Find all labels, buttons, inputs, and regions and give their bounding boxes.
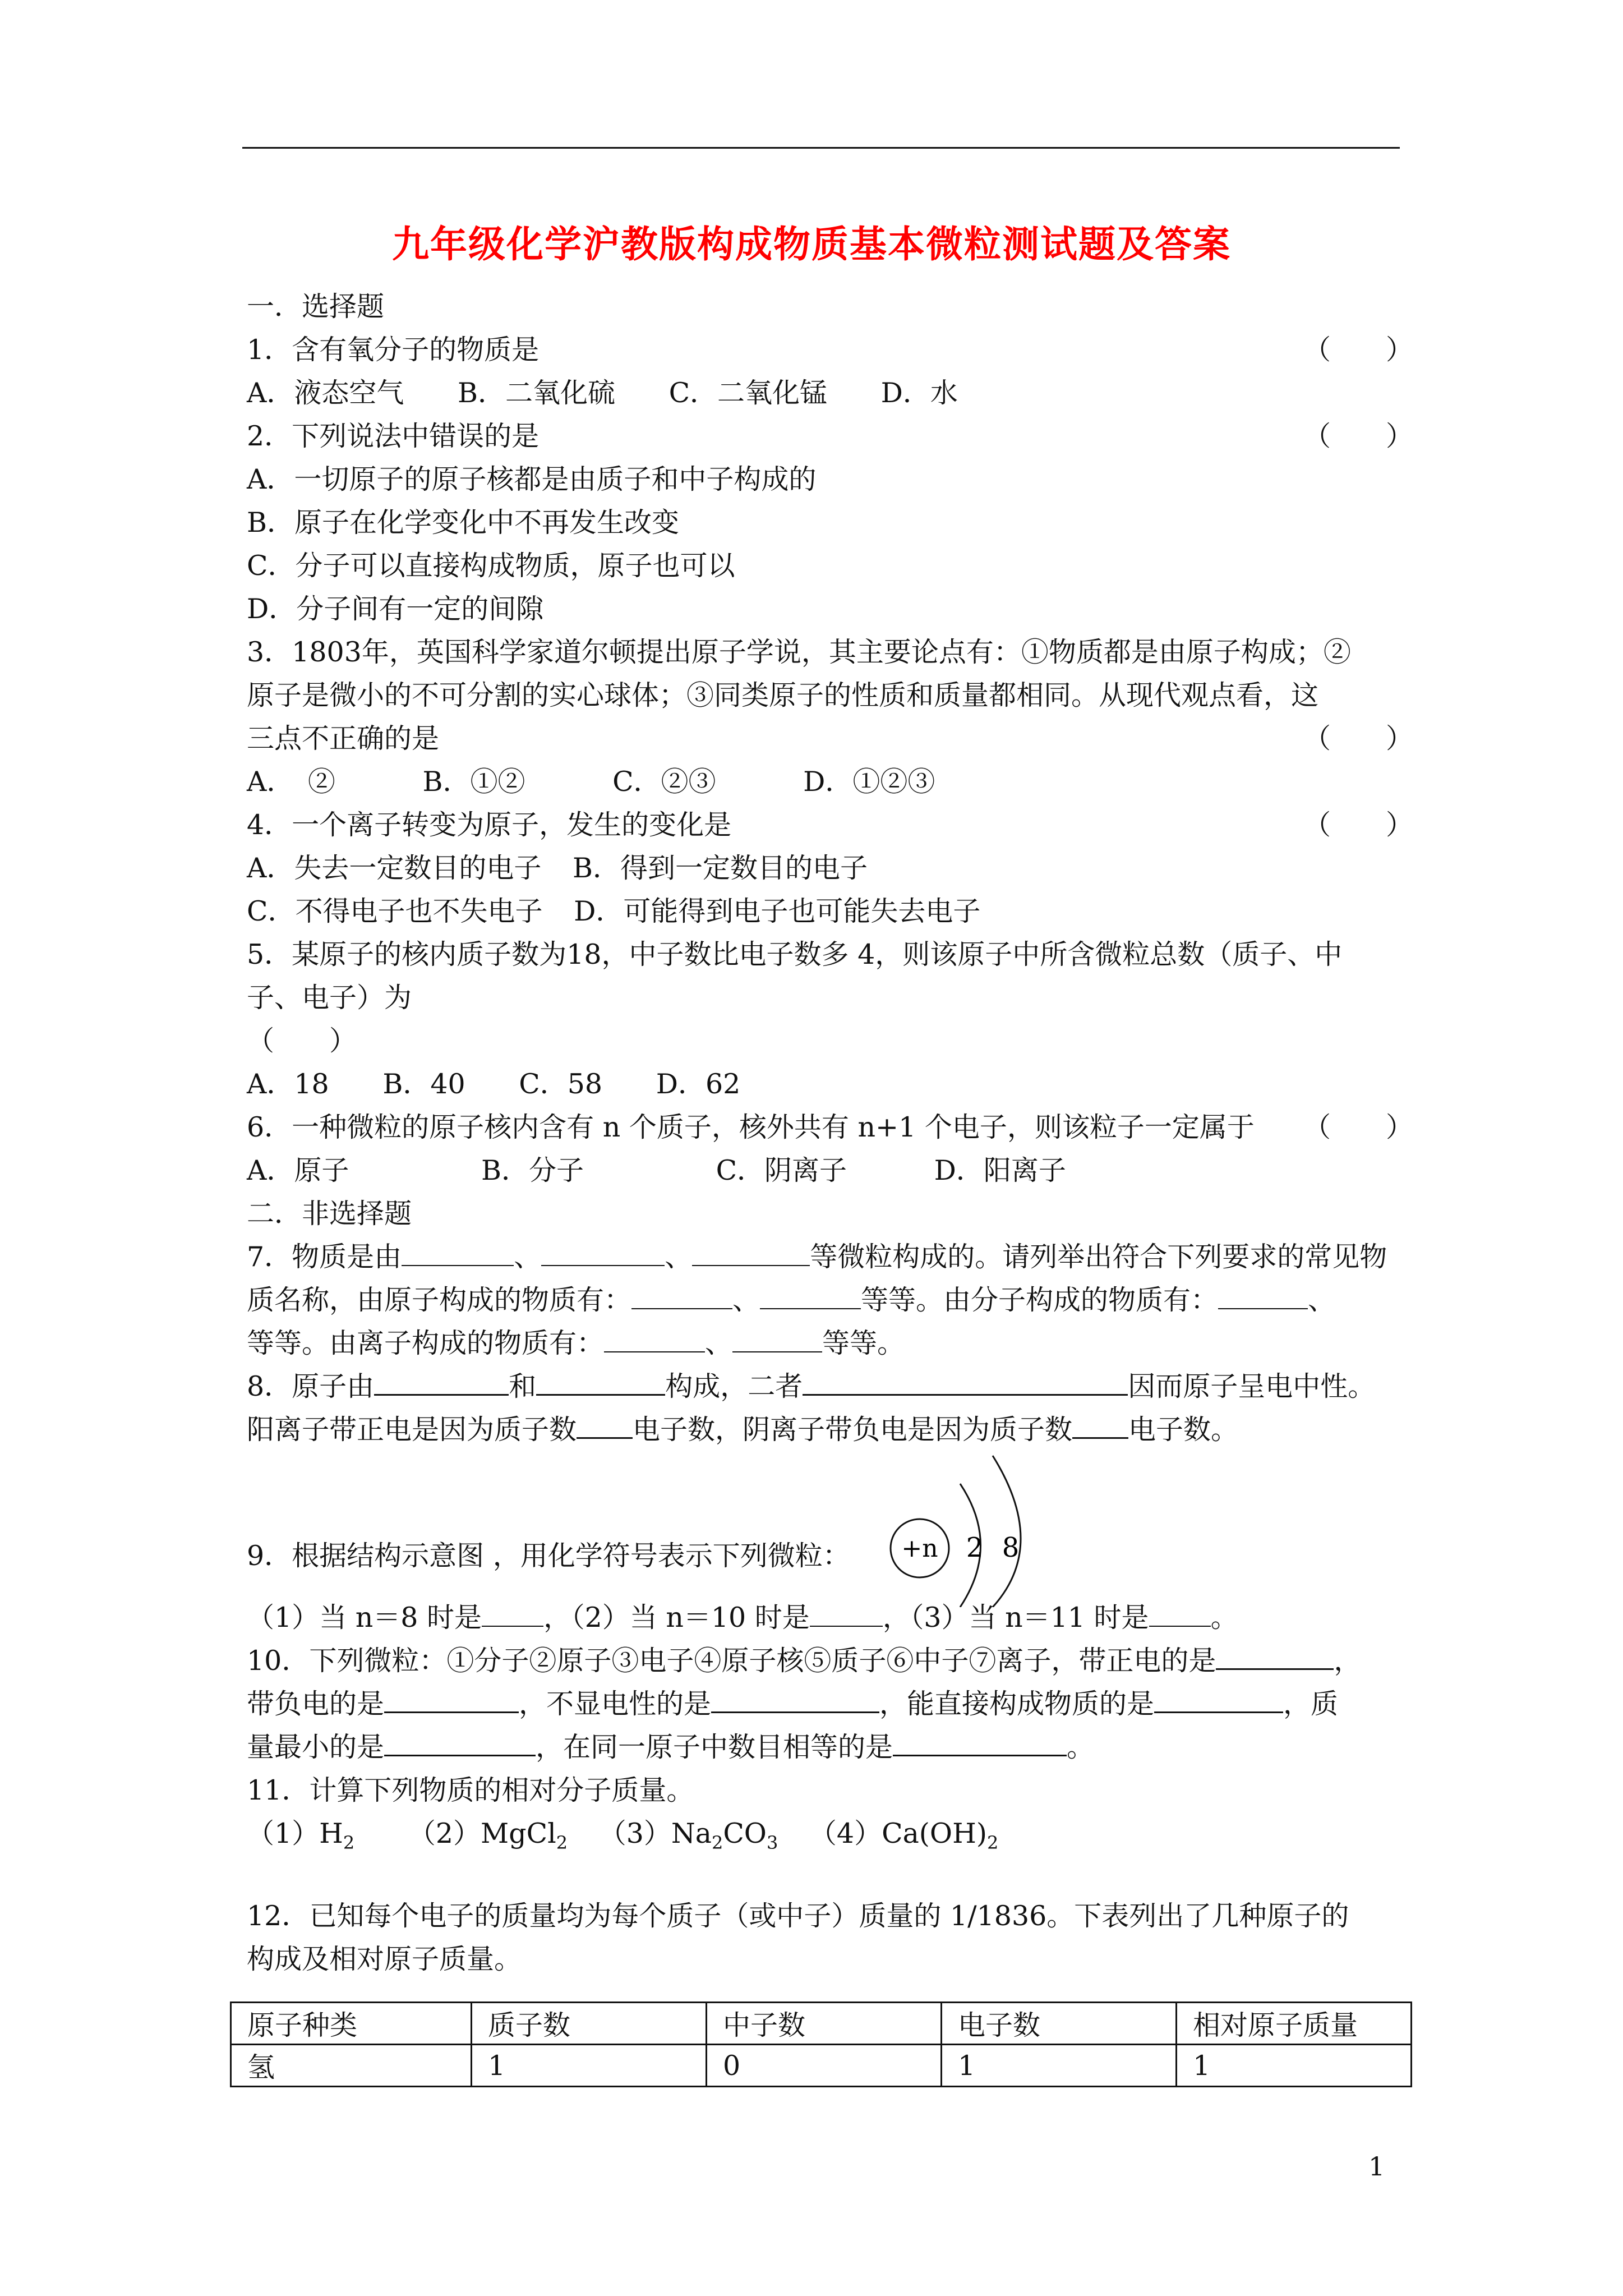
- document-body: [247, 285, 1413, 1981]
- question-stem: 4．一个离子转变为原子，发生的变化是: [247, 809, 732, 841]
- text: 8．原子由: [247, 1370, 375, 1402]
- question-7-line-1: [247, 1235, 1413, 1278]
- table-header-cell: 质子数: [472, 2003, 707, 2045]
- document-title: 九年级化学沪教版构成物质基本微粒测试题及答案: [392, 222, 1231, 266]
- section-heading-choice: 一．选择题: [247, 291, 385, 323]
- text: 量最小的是: [247, 1731, 385, 1763]
- answer-paren: （ ）: [1303, 723, 1413, 754]
- answer-paren: （ ）: [1303, 420, 1413, 452]
- question-4-options-cd: [247, 890, 1413, 933]
- question-10-line-1: [247, 1639, 1413, 1682]
- option-a: A．18: [247, 1068, 329, 1100]
- text: 带负电的是: [247, 1688, 385, 1720]
- answer-blank[interactable]: [1218, 1280, 1308, 1309]
- question-1: [247, 328, 1413, 371]
- answer-blank[interactable]: [482, 1598, 543, 1627]
- text: 、: [514, 1241, 542, 1273]
- answer-blank[interactable]: [1149, 1598, 1211, 1627]
- question-3-options: [247, 760, 1413, 803]
- subscript: 2: [343, 1832, 355, 1853]
- question-stem: 2．下列说法中错误的是: [247, 420, 540, 452]
- answer-blank[interactable]: [732, 1323, 822, 1352]
- option-c: C．分子可以直接构成物质，原子也可以: [247, 550, 735, 582]
- text: CO: [723, 1818, 767, 1849]
- question-stem: 9．根据结构示意图 ，用化学符号表示下列微粒：: [247, 1540, 850, 1572]
- text: ，质: [1283, 1688, 1339, 1720]
- question-3-line-3: [247, 717, 1413, 760]
- text: （4）Ca(OH): [809, 1818, 987, 1849]
- item-1: [247, 1818, 355, 1853]
- text: ，（3）当 n＝11 时是: [882, 1602, 1149, 1634]
- text: （1）H: [247, 1818, 343, 1849]
- option-b: B．分子: [481, 1154, 584, 1186]
- option-c: C．阴离子: [716, 1154, 847, 1186]
- option-a: A．一切原子的原子核都是由质子和中子构成的: [247, 463, 817, 495]
- question-8-line-2: [247, 1408, 1413, 1451]
- question-5-line-2: 子、电子）为: [247, 982, 412, 1014]
- item-2: [408, 1818, 568, 1853]
- question-7-line-3: [247, 1322, 1413, 1365]
- table-cell: 1: [1177, 2045, 1412, 2087]
- question-4-options-ab: [247, 846, 1413, 890]
- text: （1）当 n＝8 时是: [247, 1602, 482, 1634]
- answer-blank[interactable]: [374, 1366, 509, 1396]
- option-d: D．分子间有一定的间隙: [247, 593, 544, 625]
- answer-blank[interactable]: [384, 1727, 536, 1756]
- text: ，不显电性的是: [519, 1688, 712, 1720]
- answer-blank[interactable]: [384, 1683, 519, 1713]
- subscript: 2: [711, 1832, 723, 1853]
- text: 电子数。: [1128, 1414, 1239, 1446]
- electron-shell-2: [993, 1456, 1021, 1607]
- question-10-line-3: [247, 1726, 1413, 1769]
- question-3-line-1: 3．1803年，英国科学家道尔顿提出原子学说，其主要论点有：①物质都是由原子构成；②: [247, 636, 1351, 668]
- answer-paren: （ ）: [247, 1025, 357, 1057]
- answer-blank[interactable]: [631, 1280, 732, 1309]
- answer-blank[interactable]: [541, 1237, 665, 1266]
- answer-blank[interactable]: [893, 1727, 1067, 1756]
- question-4: [247, 803, 1413, 846]
- question-stem: 6．一种微粒的原子核内含有 n 个质子，核外共有 n+1 个电子，则该粒子一定属于: [247, 1111, 1255, 1143]
- option-a: A．失去一定数目的电子: [247, 852, 542, 884]
- nucleus-label: +n: [901, 1534, 938, 1563]
- item-4: [809, 1818, 999, 1853]
- answer-blank[interactable]: [803, 1366, 1128, 1396]
- text: 、: [665, 1241, 693, 1273]
- text: 等等。由分子构成的物质有：: [861, 1284, 1219, 1316]
- option-d: D．62: [656, 1068, 741, 1100]
- question-11-stem: 11．计算下列物质的相对分子质量。: [247, 1774, 694, 1806]
- answer-blank[interactable]: [692, 1237, 810, 1266]
- option-c: C．二氧化锰: [668, 377, 828, 409]
- table-cell: 0: [707, 2045, 942, 2087]
- text: 阳离子带正电是因为质子数: [247, 1414, 577, 1446]
- text: 因而原子呈电中性。: [1128, 1370, 1376, 1402]
- atomic-structure-diagram: [880, 1450, 1060, 1607]
- question-3-line-2: 原子是微小的不可分割的实心球体；③同类原子的性质和质量都相同。从现代观点看，这: [247, 679, 1319, 711]
- question-10-line-2: [247, 1682, 1413, 1726]
- option-d: D．阳离子: [934, 1154, 1066, 1186]
- text: 7．物质是由: [247, 1241, 402, 1273]
- answer-blank[interactable]: [1154, 1683, 1283, 1713]
- question-5-options: [247, 1062, 1413, 1106]
- option-a: A．液态空气: [247, 377, 404, 409]
- question-8-line-1: [247, 1365, 1413, 1408]
- subscript: 2: [986, 1832, 999, 1853]
- subscript: 2: [556, 1832, 568, 1853]
- option-c: C．②③: [612, 766, 716, 798]
- answer-paren: （ ）: [1303, 334, 1413, 366]
- text: 、: [705, 1327, 733, 1359]
- question-2: [247, 415, 1413, 458]
- text: 电子数，阴离子带负电是因为质子数: [633, 1414, 1073, 1446]
- option-b: B．原子在化学变化中不再发生改变: [247, 507, 680, 539]
- shell-2-electrons: 8: [1002, 1532, 1020, 1563]
- answer-blank[interactable]: [402, 1237, 514, 1266]
- option-b: B．得到一定数目的电子: [572, 852, 868, 884]
- text: 等等。由离子构成的物质有：: [247, 1327, 605, 1359]
- text: ，（2）当 n＝10 时是: [543, 1602, 810, 1634]
- table-cell: 氢: [231, 2045, 472, 2087]
- option-b: B．二氧化硫: [457, 377, 615, 409]
- header-rule: [242, 147, 1400, 149]
- answer-blank[interactable]: [711, 1683, 879, 1713]
- text: 。: [1067, 1731, 1095, 1763]
- question-stem: 三点不正确的是: [247, 723, 440, 754]
- table-header-cell: 相对原子质量: [1177, 2003, 1412, 2045]
- question-7-line-2: [247, 1278, 1413, 1322]
- answer-blank[interactable]: [760, 1280, 861, 1309]
- text: 10．下列微粒：①分子②原子③电子④原子核⑤质子⑥中子⑦离子，带正电的是: [247, 1645, 1216, 1677]
- option-b: B．40: [382, 1068, 465, 1100]
- page-number: 1: [1368, 2151, 1385, 2182]
- question-12-line-1: 12．已知每个电子的质量均为每个质子（或中子）质量的 1/1836。下表列出了几种原子的: [247, 1900, 1349, 1932]
- question-6-options: [247, 1149, 1413, 1192]
- answer-blank[interactable]: [1216, 1640, 1334, 1670]
- question-1-options: [247, 371, 1413, 415]
- option-b: B．①②: [422, 766, 525, 798]
- text: ，能直接构成物质的是: [879, 1688, 1155, 1720]
- text: ，: [1334, 1645, 1362, 1677]
- answer-paren: （ ）: [1303, 809, 1413, 841]
- answer-blank[interactable]: [604, 1323, 705, 1352]
- option-d: D．水: [880, 377, 958, 409]
- question-9: [247, 1512, 1413, 1596]
- table-cell: 1: [942, 2045, 1177, 2087]
- question-9-answers: [247, 1596, 1413, 1639]
- text: 。: [1210, 1602, 1238, 1634]
- question-12-line-2: 构成及相对原子质量。: [247, 1943, 522, 1975]
- text: 质名称，由原子构成的物质有：: [247, 1284, 632, 1316]
- question-5-line-1: 5．某原子的核内质子数为18，中子数比电子数多 4，则该原子中所含微粒总数（质子、中: [247, 938, 1343, 970]
- table-cell: 1: [472, 2045, 707, 2087]
- text: ，在同一原子中数目相等的是: [536, 1731, 893, 1763]
- table-header-row: [231, 2003, 1412, 2045]
- text: 等微粒构成的。请列举出符合下列要求的常见物: [810, 1241, 1387, 1273]
- answer-blank[interactable]: [577, 1409, 633, 1439]
- text: 等等。: [822, 1327, 905, 1359]
- option-a: A．原子: [247, 1154, 349, 1186]
- option-c: C．58: [519, 1068, 603, 1100]
- option-a: A． ②: [247, 766, 335, 798]
- table-header-cell: 原子种类: [231, 2003, 472, 2045]
- subscript: 3: [766, 1832, 778, 1853]
- answer-paren: （ ）: [1303, 1111, 1413, 1143]
- text: 、: [732, 1284, 760, 1316]
- question-11-items: [247, 1812, 1413, 1855]
- text: （3）Na: [598, 1818, 712, 1849]
- question-6: [247, 1106, 1413, 1149]
- atom-composition-table: [230, 2001, 1412, 2087]
- table-header-cell: 电子数: [942, 2003, 1177, 2045]
- text: 和: [509, 1370, 537, 1402]
- shell-1-electrons: 2: [966, 1532, 984, 1563]
- text: 、: [1308, 1284, 1336, 1316]
- answer-blank[interactable]: [810, 1598, 883, 1627]
- option-c: C．不得电子也不失电子: [247, 895, 543, 927]
- item-3: [598, 1818, 778, 1853]
- answer-blank[interactable]: [536, 1366, 665, 1396]
- section-heading-nonchoice: 二．非选择题: [247, 1198, 412, 1230]
- option-d: D．可能得到电子也可能失去电子: [574, 895, 981, 927]
- answer-blank[interactable]: [1072, 1409, 1128, 1439]
- text: （2）MgCl: [408, 1818, 556, 1849]
- option-d: D．①②③: [803, 766, 935, 798]
- table-header-cell: 中子数: [707, 2003, 942, 2045]
- text: 构成，二者: [665, 1370, 803, 1402]
- question-stem: 1．含有氧分子的物质是: [247, 334, 540, 366]
- table-row: [231, 2045, 1412, 2087]
